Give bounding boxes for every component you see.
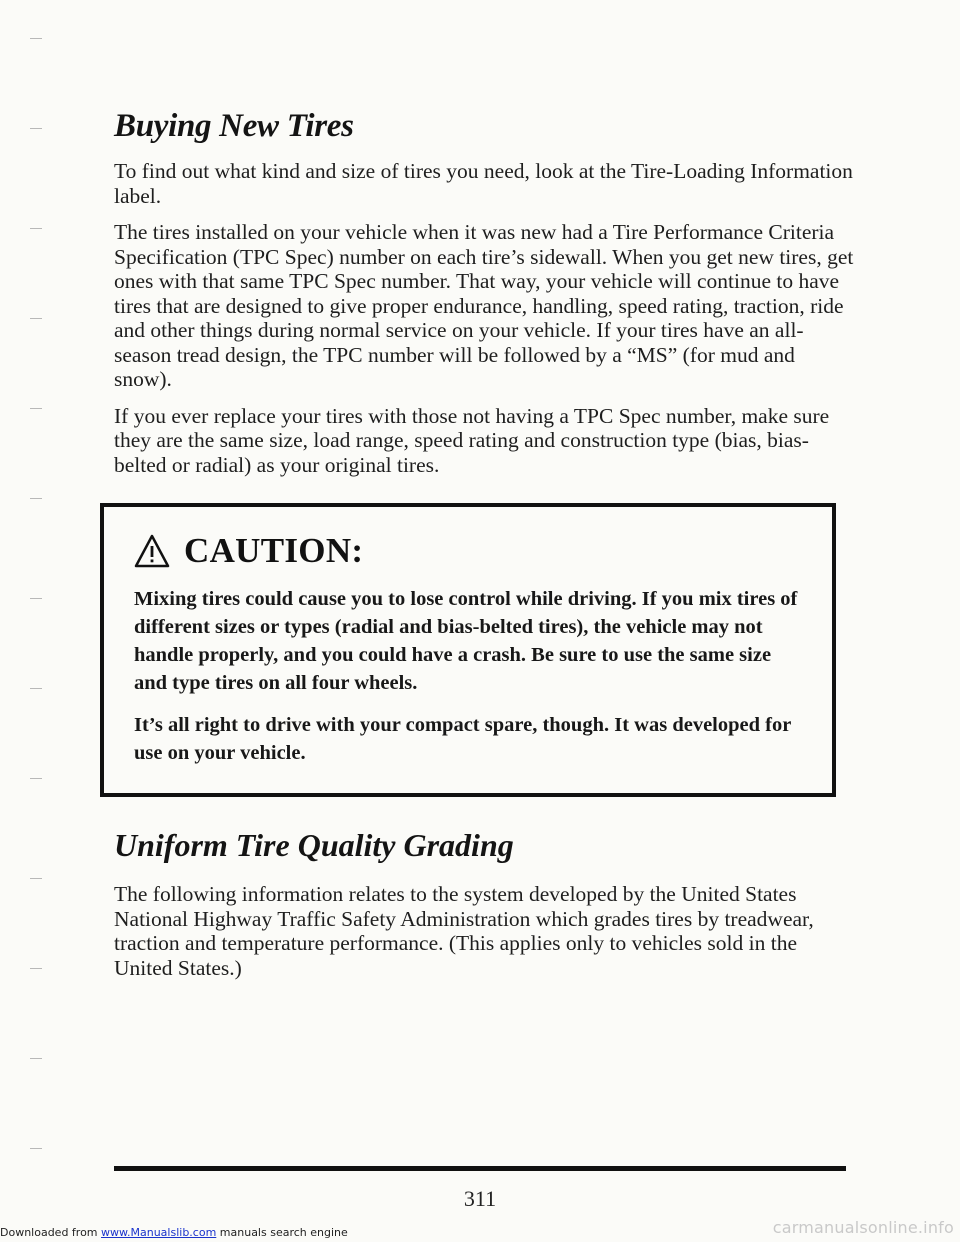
caution-header — [134, 531, 802, 571]
caution-text: It’s all right to drive with your compact spare, though. It was developed for use on your vehicle. — [134, 714, 791, 764]
page-content — [114, 108, 854, 992]
footer-prefix: Downloaded from — [0, 1226, 102, 1239]
manualslib-link[interactable]: www.Manualslib.com — [101, 1226, 217, 1239]
download-footer — [0, 1226, 348, 1239]
caution-box — [100, 503, 836, 797]
section-heading-buying-new-tires: Buying New Tires — [114, 108, 354, 144]
caution-title: CAUTION: — [184, 531, 364, 570]
footer-rule — [114, 1166, 846, 1171]
section-heading-uniform-tire-quality-grading: Uniform Tire Quality Grading — [114, 827, 514, 863]
paragraph: The tires installed on your vehicle when it was new had a Tire Performance Criteria Specification (TPC Spec) number on each tire’s sidewall. When you get new tires, get ones with that same TPC Spec number. That way, your vehicle will continue to have tires that are designed to give proper endurance, handling, speed rating, traction, ride and other things during normal service on your vehicle. If your tires have an all-season tread design, the TPC number will be followed by a “MS” (for mud and snow). — [114, 220, 854, 391]
paragraph: The following information relates to the system developed by the United States National Highway Traffic Safety Administration which grades tires by treadwear, traction and temperature performance. (This applies only to vehicles sold in the United States.) — [114, 882, 814, 980]
margin-tick-marks — [30, 0, 44, 1242]
paragraph: To find out what kind and size of tires you need, look at the Tire-Loading Information label. — [114, 159, 853, 208]
paragraph: If you ever replace your tires with those not having a TPC Spec number, make sure they are the same size, load range, speed rating and construction type (bias, bias-belted or radial) as your original tires. — [114, 403, 830, 477]
page-number: 311 — [463, 1186, 497, 1211]
footer-suffix: manuals search engine — [216, 1226, 348, 1239]
caution-text: Mixing tires could cause you to lose control while driving. If you mix tires of different sizes or types (radial and bias-belted tires), the vehicle may not handle properly, and you could have a crash. Be sure to use the same size and type tires on all four wheels. — [134, 588, 798, 694]
watermark: carmanualsonline.info — [772, 1218, 954, 1237]
warning-triangle-icon — [134, 533, 170, 569]
